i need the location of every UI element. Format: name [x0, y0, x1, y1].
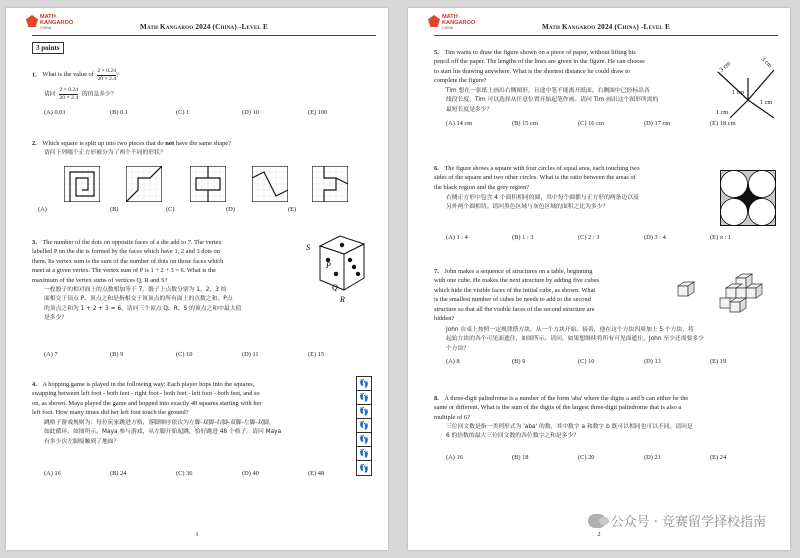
q6-zh-line1: 右侧正方形中包含 4 个面积相同的圆，其中每个圆都与正方形的两条边以及 [446, 195, 639, 201]
q7-en-line6: hidden? [434, 315, 455, 323]
q2-label-e: (E) [288, 206, 297, 213]
q5-number: 5. [434, 49, 439, 56]
q3-en-line3: them. Its vertex sum is the sum of the number of dots on those faces which [32, 257, 224, 265]
q1-option-d[interactable]: (D) 10 [242, 109, 259, 116]
q8-option-d[interactable]: (D) 21 [644, 454, 661, 461]
q1-fraction [97, 68, 116, 82]
q3-number: 3. [32, 239, 37, 246]
q8-zh [446, 423, 780, 442]
q7-option-a[interactable]: (A) 8 [446, 358, 460, 365]
q3-en-line2: labelled P on the die is formed by the faces which have 1, 2 and 3 dots on [32, 248, 220, 256]
q6-option-a[interactable]: (A) 1 : 4 [446, 234, 468, 241]
q2-number: 2. [32, 140, 37, 147]
q8-option-b[interactable]: (B) 18 [512, 454, 529, 461]
q2-label-b: (B) [110, 206, 119, 213]
q3-zh-line3: 的顶点之和为 1 + 2 + 3 = 6。请问三个顶点 Q、R、S 的顶点之和中最大值 [44, 305, 242, 312]
page-2 [408, 8, 790, 550]
q5-option-b[interactable]: (B) 15 cm [512, 120, 538, 127]
page-1 [6, 8, 388, 550]
q6-en-line1: The figure shows a square with four circles of equal area, each touching two [444, 165, 640, 172]
q5-label-1cm-b: 1 cm [716, 109, 729, 116]
q8-en-line3: multiple of 6? [434, 413, 470, 421]
q5-label-1cm-c: 1 cm [760, 99, 773, 106]
watermark-text: 公众号 · 竞赛留学择校指南 [610, 515, 766, 530]
q3-die-figure [306, 232, 372, 304]
q5-en-line2: pencil off the paper. The lengths of the lines are given in the figure. He can choose [434, 58, 645, 66]
q4-hopscotch-figure [356, 376, 372, 476]
q3-label-q: Q [332, 283, 338, 292]
q2-en-bold: not [165, 140, 175, 147]
q1-option-c[interactable]: (C) 1 [176, 109, 190, 116]
q5-en-line3: to start his drawing anywhere. What is the shortest distance he could draw to [434, 67, 631, 75]
q3-options [44, 351, 324, 358]
q8-number: 8. [434, 395, 439, 402]
q3-en-line4: meet at a given vertex. The vertex sum of P is 1 + 2 + 3 = 6. What is the [32, 267, 216, 275]
q2-square-d[interactable] [252, 166, 288, 202]
q1-number: 1. [32, 71, 37, 79]
q6-en-line3: the black region and the grey region? [434, 183, 530, 191]
q3-option-b[interactable]: (B) 9 [110, 351, 124, 358]
q3-option-a[interactable]: (A) 7 [44, 351, 58, 358]
q7-text [434, 267, 674, 323]
q5-option-c[interactable]: (C) 16 cm [578, 120, 604, 127]
q5-en-line4: complete the figure? [434, 77, 487, 85]
q7-zh-line1: John 在桌上按照一定规律搭方块，从一个方块开始。接着，他在这个方块四周加上 5 个方块，将 [446, 327, 694, 333]
q7-figure [674, 272, 780, 322]
q6-option-d[interactable]: (D) 3 : 4 [644, 234, 666, 241]
q6-option-b[interactable]: (B) 1 : 3 [512, 234, 534, 241]
footprint-icon: 👣 [357, 405, 371, 419]
q3-option-d[interactable]: (D) 11 [242, 351, 259, 358]
q7-options [446, 358, 726, 365]
q5-options [446, 120, 736, 127]
q4-zh-line1: 跳格子游戏规则为：每位玩家跳进方格，落脚顺序依次为左脚-双脚-右脚-双脚-左脚-双脚， [44, 420, 275, 426]
q6-options [446, 234, 731, 241]
q4-en-line1: A hopping game is played in the following way: Each player hops into the squares, [42, 381, 255, 388]
q4-zh-line2: 如此循环，如图所示。Maya 参与游戏，从左脚开始起跳，恰好跳进 48 个格子。请问 Maya [44, 429, 282, 436]
q6-en-line2: sides of the square and two other circles. What is the ratio between the areas of [434, 174, 636, 182]
q7-option-d[interactable]: (D) 13 [644, 358, 661, 365]
q3-zh-line1: 一枚骰子的相对面上的点数相加等于 7。骰子上点数分别为 1、2、3 的 [44, 287, 227, 293]
q3-en-line5: maximum of the vertex sums of vertices Q, R and S? [32, 276, 168, 284]
q8-text [434, 394, 780, 422]
q1-zh-pre: 请问 [44, 91, 56, 98]
q3-label-p: P [326, 261, 331, 270]
q7-zh-line3: 个方块？ [446, 345, 470, 352]
q2-label-d: (D) [226, 206, 235, 213]
logo-line2: KANGAROO [40, 20, 74, 26]
q2-label-a: (A) [38, 206, 47, 213]
q1-zh-fraction [59, 87, 78, 101]
q8-en-line2: same or different. What is the sum of the digits of the largest three-digit palindrome that is also a [434, 404, 682, 412]
q2-text [32, 139, 231, 148]
q4-option-c[interactable]: (C) 36 [176, 470, 193, 477]
q3-label-r: R [340, 295, 345, 304]
q1-frac-num: 2 × 0.24 [97, 68, 117, 74]
q8-option-a[interactable]: (A) 16 [446, 454, 463, 461]
q4-zh [44, 419, 344, 447]
logo-line1: MATH [40, 14, 56, 20]
page-number: 1 [195, 532, 199, 538]
q5-figure [708, 48, 782, 122]
logo-line3: CHINA [40, 26, 52, 30]
q1-frac-den: 20 × 2.4 [97, 75, 117, 82]
footprint-icon: 👣 [357, 447, 371, 461]
footprint-icon: 👣 [357, 391, 371, 405]
q1-option-a[interactable]: (A) 0.01 [44, 109, 66, 116]
q8-option-c[interactable]: (C) 20 [578, 454, 595, 461]
q7-en-line1: John makes a sequence of structures on a table, beginning [444, 268, 593, 275]
q6-figure [720, 170, 776, 226]
q5-zh-line2: 线段长度，Tim 可以选择从任意位置开始起笔作画。请问 Tim 画出这个图形所需的 [446, 97, 659, 104]
q8-en-line1: A three-digit palindrome is a number of the form 'aba' where the digits a and b can either be the [444, 395, 689, 402]
q5-zh [446, 87, 716, 115]
q4-option-e[interactable]: (E) 48 [308, 470, 325, 477]
page-header [434, 14, 778, 36]
q6-zh [446, 194, 716, 213]
q3-label-s: S [306, 243, 310, 252]
footprint-icon: 👣 [359, 463, 369, 473]
q4-option-b[interactable]: (B) 24 [110, 470, 127, 477]
q4-en-line2: swapping between left foot - both feet - right foot - both feet - left foot - both feet, and so [32, 390, 260, 398]
q7-number: 7. [434, 268, 439, 275]
q7-option-e[interactable]: (E) 19 [710, 358, 727, 365]
q5-zh-line3: 最短长度是多少？ [446, 106, 493, 113]
q5-label-3cm-b: 3 cm [759, 55, 774, 70]
q6-text [434, 164, 714, 192]
logo-line3: CHINA [442, 26, 454, 30]
q3-en-line1: The number of the dots on opposite faces of a die add to 7. The vertex [42, 239, 222, 246]
q8-zh-line1: 三位回文数是指一类列形式为 'aba' 的数，其中数字 a 和数字 b 既可以相同也可以不同。请问是 [446, 424, 693, 430]
q2-square-a[interactable] [64, 166, 100, 202]
footprint-icon: 👣 [357, 433, 371, 447]
q5-label-3cm-a: 3 cm [718, 60, 732, 74]
q1-en: What is the value of [42, 71, 94, 79]
q5-label-1cm-a: 1 cm [732, 89, 745, 96]
q7-zh-line2: 起始方块的各个可见面遮住，如图所示。请问，如果想继续将所有可见面遮住，John 至少还需要多少 [446, 336, 704, 343]
q4-option-d[interactable]: (D) 40 [242, 470, 259, 477]
q3-text [32, 238, 310, 285]
q8-options [446, 454, 726, 461]
q2-label-c: (C) [166, 206, 175, 213]
q4-options [44, 470, 324, 477]
q5-zh-line1: Tim 想在一张纸上画出右侧图形，且途中笔不能离开纸面。右侧图中已经标出各 [446, 88, 650, 94]
q4-en-line3: on, as shown. Maya played the game and hopped into exactly 48 squares starting with her [32, 399, 262, 407]
q7-en-line3: which hide the visible faces of the initial cube, as shown. What [434, 286, 596, 294]
q6-option-e[interactable]: (E) π : 1 [710, 234, 732, 241]
header-title: Math Kangaroo 2024 (China) -Level E [140, 23, 268, 31]
q3-option-c[interactable]: (C) 10 [176, 351, 193, 358]
q7-en-line4: is the smallest number of cubes he needs to add to the second [434, 296, 591, 304]
q1-zh [44, 87, 117, 101]
q4-option-a[interactable]: (A) 16 [44, 470, 61, 477]
section-label: 3 points [32, 42, 64, 54]
q4-zh-line3: 有多少次左脚接触到了地面？ [44, 438, 120, 445]
q1-zh-tail: 的值是多少？ [81, 91, 117, 98]
watermark [588, 511, 766, 530]
q3-zh [44, 286, 314, 324]
footprint-icon: 👣 [357, 419, 371, 433]
q1-zh-frac-num: 2 × 0.24 [59, 87, 78, 93]
q1-text: 1. What is the value of $\frac{2 \times 0.24}{20 \times 2.4}$ ? [32, 68, 119, 82]
page-number: 2 [597, 532, 601, 538]
q5-option-d[interactable]: (D) 17 cm [644, 120, 671, 127]
q7-en-line5: structure so that all the visible faces of the second structure are [434, 305, 595, 313]
q7-zh [446, 326, 776, 354]
q5-option-a[interactable]: (A) 14 cm [446, 120, 473, 127]
q8-zh-line2: 6 的倍数的最大三位回文数的各位数字之和是多少？ [446, 433, 580, 440]
q2-en-post: have the same shape? [175, 140, 231, 147]
page-header [32, 14, 376, 36]
q7-en-line2: with one cube. He makes the next structure by adding five cubes [434, 277, 600, 285]
q3-option-e[interactable]: (E) 15 [308, 351, 325, 358]
wechat-icon [588, 514, 606, 528]
q5-option-e[interactable]: (E) 18 cm [710, 120, 736, 127]
q5-en-line1: Tim wants to draw the figure shown on a piece of paper, without lifting his [444, 49, 636, 56]
logo-line1: MATH [442, 14, 458, 20]
q5-text [434, 48, 714, 86]
q8-option-e[interactable]: (E) 24 [710, 454, 727, 461]
q1-zh-frac-den: 20 × 2.4 [59, 94, 78, 101]
q1-option-b[interactable]: (B) 0.1 [110, 109, 129, 116]
q3-zh-line2: 面相交于顶点 P。顶点之和是指相交于该顶点的所有面上的点数之和。P点 [44, 296, 233, 303]
footprint-icon: 👣 [357, 377, 371, 391]
q4-text [32, 380, 344, 418]
q2-square-c[interactable] [190, 166, 226, 202]
q1-option-e[interactable]: (E) 100 [308, 109, 328, 116]
q6-number: 6. [434, 165, 439, 172]
q3-zh-line4: 是多少？ [44, 315, 68, 322]
q6-option-c[interactable]: (C) 2 : 3 [578, 234, 600, 241]
q2-en-pre: Which square is split up into two pieces that do [42, 140, 164, 147]
q2-zh: 请问下列哪个正方形被分为了两个不同的形状？ [44, 150, 166, 156]
q1-options [44, 109, 327, 116]
q6-zh-line2: 另外两个圆相切。请问黑色区域与灰色区域的面积之比为多少？ [446, 204, 609, 211]
logo-line2: KANGAROO [442, 20, 476, 26]
q4-number: 4. [32, 381, 37, 388]
q7-option-b[interactable]: (B) 9 [512, 358, 526, 365]
header-title: Math Kangaroo 2024 (China) -Level E [542, 23, 670, 31]
q4-en-line4: left foot. How many times did her left foot touch the ground? [32, 409, 189, 417]
q2-square-e[interactable] [312, 166, 348, 202]
q2-square-b[interactable] [126, 166, 162, 202]
q7-option-c[interactable]: (C) 10 [578, 358, 595, 365]
